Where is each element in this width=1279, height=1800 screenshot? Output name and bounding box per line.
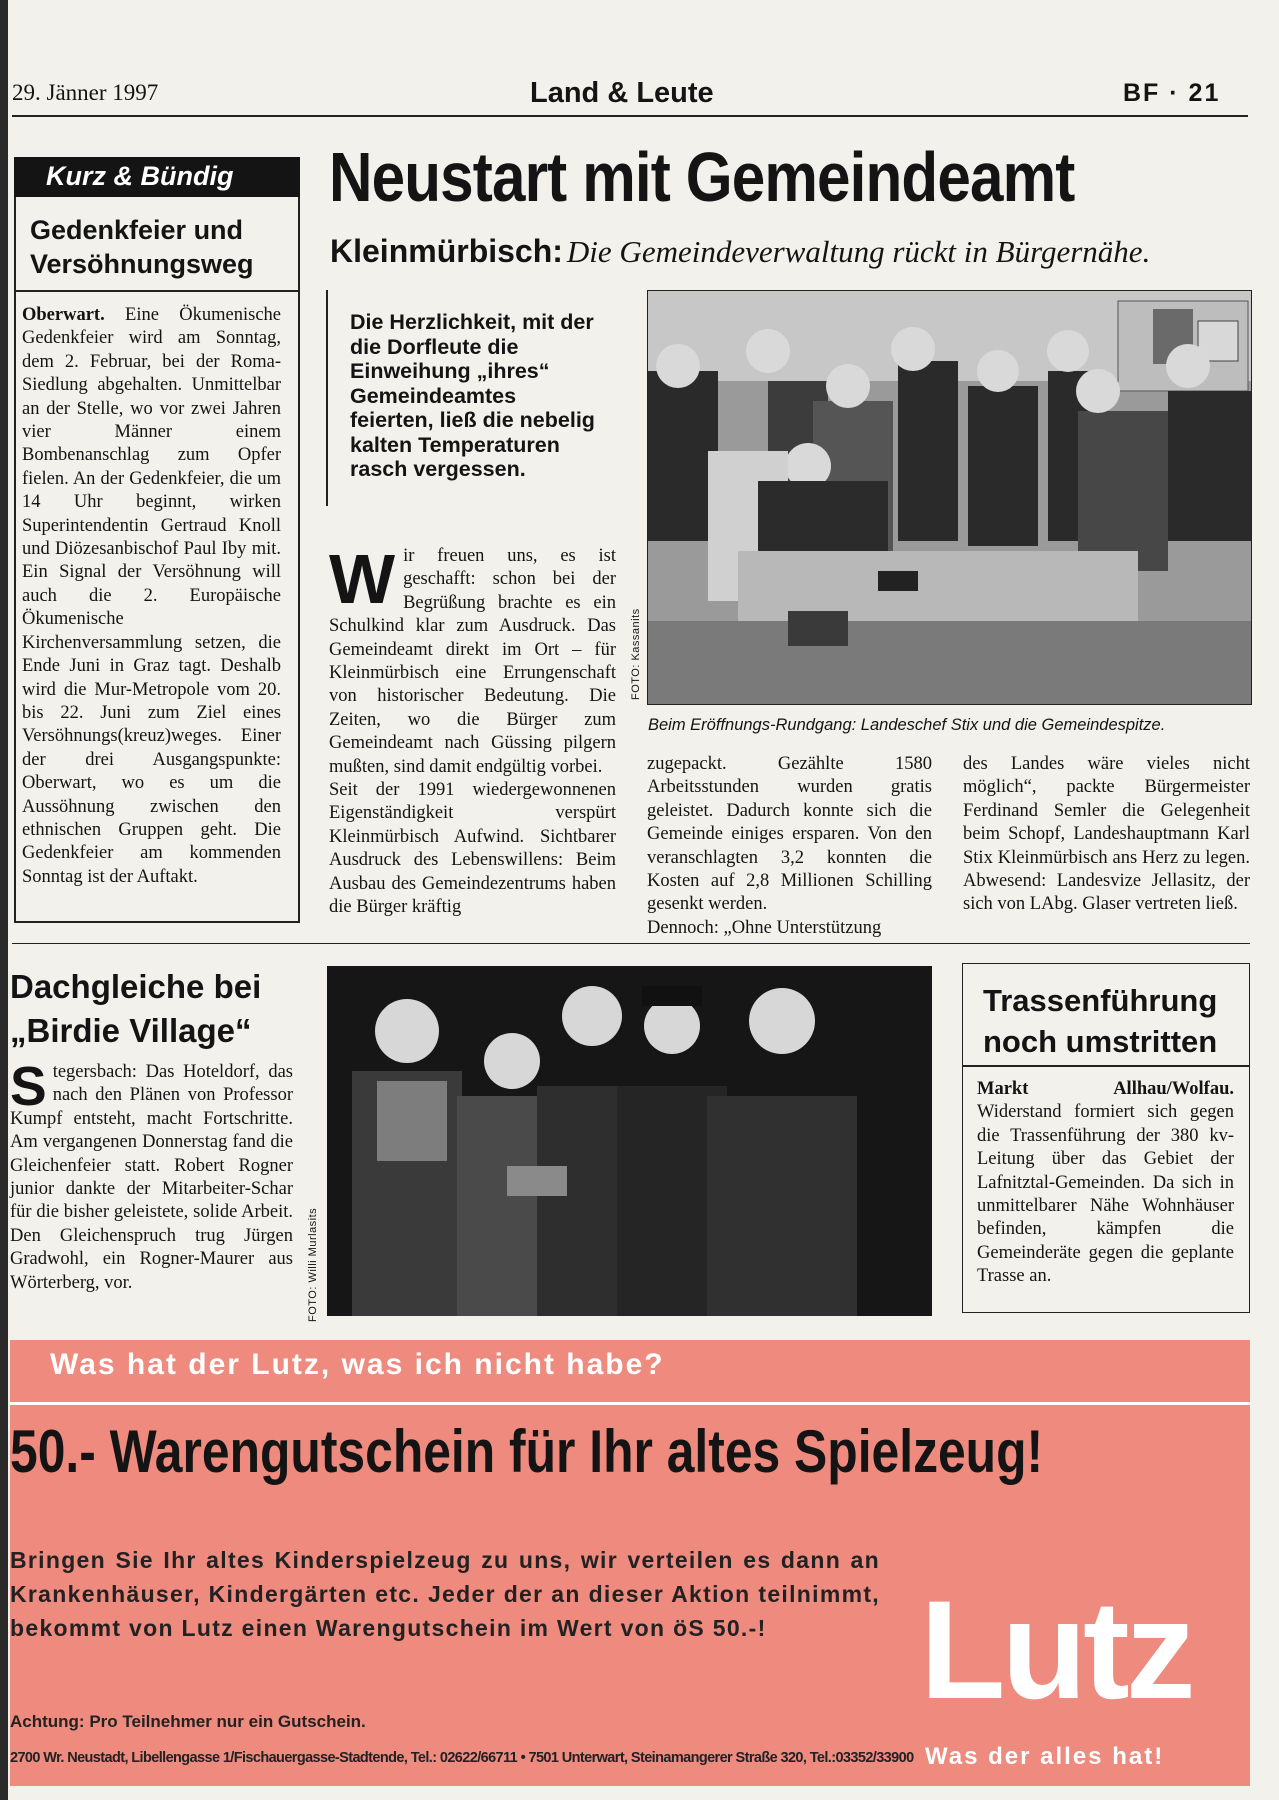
header-rule (12, 115, 1248, 117)
lutz-logo: Lutz (920, 1571, 1192, 1728)
trasse-rule (963, 1065, 1249, 1067)
ad-question: Was hat der Lutz, was ich nicht habe? (50, 1348, 665, 1381)
sidebar-place: Oberwart. (22, 305, 105, 325)
photo-credit-top: FOTO: Kassanits (630, 608, 642, 700)
sidebar-kicker (14, 157, 300, 197)
photo-birdie-village (327, 966, 932, 1316)
ad-question-rule (10, 1402, 1250, 1405)
photo-gemeindeamt (647, 290, 1252, 705)
birdie-dropcap: S (10, 1055, 47, 1117)
photo-credit-birdie: FOTO: Willi Murlasits (307, 1207, 319, 1322)
main-sub-place: Kleinmürbisch: (330, 233, 563, 269)
ad-slogan: Was der alles hat! (925, 1743, 1165, 1770)
ad-offer: 50.- Warengutschein für Ihr altes Spielzeug! (10, 1418, 1044, 1485)
trasse-body (977, 1078, 1234, 1289)
page-edge (0, 0, 8, 1800)
issue-date: 29. Jänner 1997 (12, 80, 159, 105)
lutz-ad (10, 1340, 1250, 1786)
birdie-text: tegersbach: Das Hoteldorf, das nach den Plänen von Professor Kumpf entsteht, macht Fortschritte. Am vergangenen Donnerstag fand die Gleichenfeier statt. Robert Rogner junior dankte der Mitarbeiter-Schar für die bisher geleistete, solide Arbeit. Den Gleichenspruch trug Jürgen Gradwohl, ein Rogner-Maurer aus Wörterberg, vor. (10, 1062, 293, 1293)
main-column-1 (329, 540, 616, 920)
main-lead: Die Herzlichkeit, mit der die Dorfleute die Einweihung „ihres“ Gemeindeamtes feierten, ließ die nebelig kalten Temperaturen rasch vergessen. (350, 310, 595, 481)
main-headline: Neustart mit Gemeindeamt (329, 138, 1075, 216)
main-sub-text: Die Gemeindeverwaltung rückt in Bürgernähe. (566, 234, 1151, 269)
ad-body: Bringen Sie Ihr altes Kinderspielzeug zu uns, wir verteilen es dann an Krankenhäuser, Kindergärten etc. Jeder der an dieser Aktion teilnimmt, bekommt von Lutz einen Warengutschein im Wert von öS 50.-! (10, 1547, 880, 1641)
birdie-headline: Dachgleiche bei „Birdie Village“ (10, 968, 262, 1049)
main-subheadline (330, 233, 1150, 270)
trasse-text: Widerstand formiert sich gegen die Trassenführung der 380 kv-Leitung über das Gebiet der Lafnitztal-Gemeinden. Da sich in unmittelbarer Nähe Wohnhäuser befinden, kämpfen die Gemeinderäte gegen die geplante Trasse an. (977, 1102, 1234, 1287)
main-col3-text: des Landes wäre vieles nicht möglich“, packte Bürgermeister Ferdinand Semler die Gelegenheit beim Schopf, Landeshauptmann Karl Stix Kleinmürbisch ans Herz zu legen. Abwesend: Landesvize Jellasitz, der sich von LAbg. Glaser vertreten ließ. (963, 754, 1250, 915)
ad-address: 2700 Wr. Neustadt, Libellengasse 1/Fischauergasse-Stadtende, Tel.: 02622/66711 • 7501 Unterwart, Steinamangerer Straße 320, Tel.:03352/33900 (10, 1750, 914, 1766)
main-col1b-text: Seit der 1991 wiedergewonnenen Eigenständigkeit verspürt Kleinmürbisch Aufwind. Sichtbarer Ausdruck des Lebenswillens: Beim Ausbau des Gemeindezentrums haben die Bürger kräftig (329, 780, 616, 918)
sidebar-title-rule (16, 290, 298, 292)
ad-note: Achtung: Pro Teilnehmer nur ein Gutschein. (10, 1712, 366, 1731)
sidebar-body (22, 304, 281, 889)
main-dropcap: W (329, 540, 396, 618)
page-number: BF · 21 (1123, 79, 1221, 107)
main-column-2 (647, 753, 932, 940)
lead-rule-left (326, 290, 328, 506)
main-col2b-text: Dennoch: „Ohne Unterstützung (647, 917, 882, 938)
sidebar-text: Eine Ökumenische Gedenkfeier wird am Sonntag, dem 2. Februar, bei der Roma-Siedlung abgehalten. Unmittelbar an der Stelle, wo vor zwei Jahren vier Männer einem Bombenanschlag zum Opfer fielen. An der Gedenkfeier, die um 14 Uhr beginnt, wirken Superintendentin Gertraud Knoll und Diözesanbischof Paul Iby mit. Ein Signal der Versöhnung will auch die 2. Europäische Ökumenische Kirchenversammlung setzen, die Ende Juni in Graz tagt. Deshalb wird die Mur-Metropole vom 20. bis 22. Juni zum Ziel eines Versöhnungs(kreuz)weges. Einer der drei Ausgangspunkte: Oberwart, wo es um die Aussöhnung zwischen den ethnischen Gruppen geht. Die Gedenkfeier am kommenden Sonntag ist der Auftakt. (22, 305, 281, 887)
trasse-headline: Trassenführung noch umstritten (983, 983, 1218, 1059)
sidebar-title: Gedenkfeier und Versöhnungsweg (30, 215, 254, 279)
section-title: Land & Leute (530, 77, 714, 109)
main-col1-text: ir freuen uns, es ist geschafft: schon bei der Begrüßung brachte es ein Schulkind klar zum Ausdruck. Das Gemeindeamt direkt im Ort – für Kleinmürbisch eine Errungenschaft von historischer Bedeutung. Die Zeiten, wo die Bürger zum Gemeindeamt nach Güssing pilgern mußten, sind damit endgültig vorbei. (329, 546, 616, 777)
main-column-3 (963, 753, 1250, 917)
birdie-body (10, 1055, 293, 1295)
photo-caption-top: Beim Eröffnungs-Rundgang: Landeschef Stix und die Gemeindespitze. (648, 716, 1166, 734)
trasse-place: Markt Allhau/Wolfau. (977, 1079, 1234, 1099)
sidebar-kicker-text: Kurz & Bündig (46, 161, 234, 191)
main-col2-text: zugepackt. Gezählte 1580 Arbeitsstunden wurden gratis geleistet. Dadurch konnte sich die Gemeinde einiges ersparen. Von den veranschlagten 3,2 konnten die Kosten auf 2,8 Millionen Schilling gesenkt werden. (647, 754, 932, 915)
main-article-bottom-rule (12, 943, 1250, 944)
